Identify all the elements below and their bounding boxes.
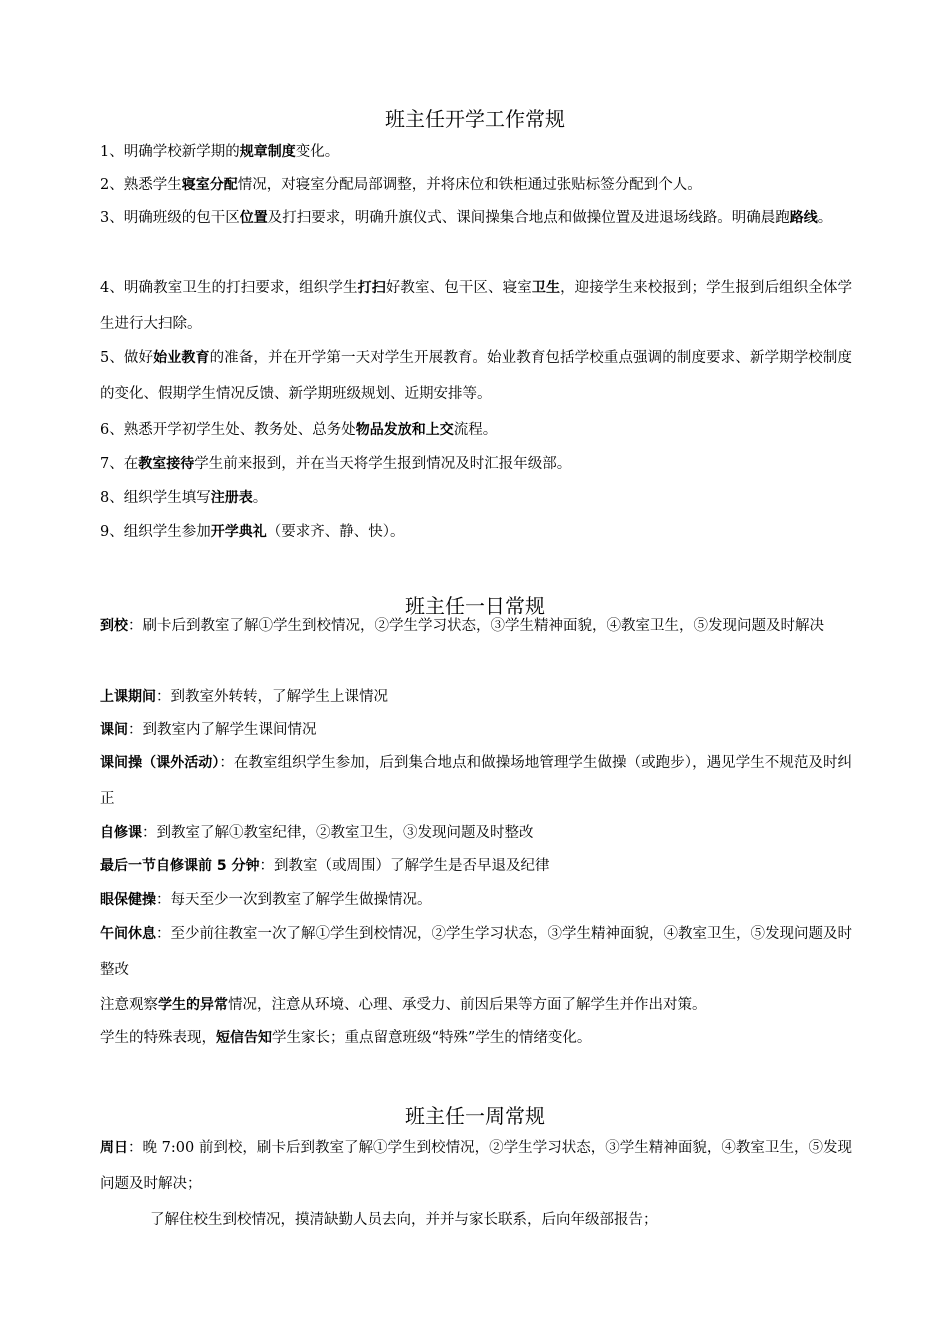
section3-item: [100, 1130, 852, 1202]
section3-title: 班主任一周常规: [405, 1104, 545, 1128]
bold-keyword: 短信告知: [216, 1030, 272, 1046]
bold-keyword: 眼保健操: [100, 892, 156, 908]
bold-keyword: 路线: [789, 210, 818, 226]
text-run: ：到教室内了解学生课间情况: [128, 722, 317, 738]
section1-title: 班主任开学工作常规: [385, 107, 565, 131]
text-run: 情况，对寝室分配局部调整，并将床位和铁柜通过张贴标签分配到个人。: [237, 177, 702, 193]
bold-keyword: 打扫: [357, 280, 386, 296]
bold-keyword: 始业教育: [153, 350, 210, 366]
text-run: ：到教室了解①教室纪律，②教室卫生，③发现问题及时整改: [142, 825, 534, 841]
section2-item: [100, 1028, 852, 1048]
text-run: （要求齐、静、快）。: [266, 524, 405, 540]
section2-item: [100, 823, 852, 843]
bold-keyword: 注册表: [210, 490, 253, 506]
text-run: ：刷卡后到教室了解①学生到校情况，②学生学习状态，③学生精神面貌，④教室卫生，⑤发现问题及时解决: [128, 618, 824, 634]
text-run: 1、明确学校新学期的: [100, 144, 240, 160]
text-run: ：至少前往教室一次了解①学生到校情况，②学生学习状态，③学生精神面貌，④教室卫生，⑤发现问题及时整改: [100, 926, 852, 978]
section1-item: [100, 270, 852, 342]
text-run: 5、做好: [100, 350, 154, 366]
text-run: 7、在: [100, 456, 139, 472]
section1-item: [100, 340, 852, 412]
text-run: 情况，注意从环境、心理、承受力、前因后果等方面了解学生并作出对策。: [228, 997, 707, 1013]
text-run: 6、熟悉开学初学生处、教务处、总务处: [100, 422, 356, 438]
bold-keyword: 到校: [100, 618, 128, 634]
section1-item: [100, 200, 852, 236]
bold-keyword: 物品发放和上交: [355, 422, 454, 438]
section1-item: [100, 142, 852, 162]
text-run: 的准备，并在开学第一天对学生开展教育。始业教育包括学校重点强调的制度要求、新学期学校制度的变化、假期学生情况反馈、新学期班级规划、近期安排等。: [100, 350, 852, 402]
text-run: 学生家长；重点留意班级“特殊”学生的情绪变化。: [272, 1030, 592, 1046]
text-run: 变化。: [295, 144, 340, 160]
bold-keyword: 自修课: [100, 825, 142, 841]
bold-keyword: 课间: [100, 722, 128, 738]
bold-keyword: 最后一节自修课前 5 分钟: [100, 858, 260, 874]
text-run: 2、熟悉学生: [100, 177, 182, 193]
section1-item: [100, 454, 852, 474]
section2-title: 班主任一日常规: [405, 594, 545, 618]
text-run: 9、组织学生参加: [100, 524, 211, 540]
text-run: 注意观察: [100, 997, 158, 1013]
text-run: 好教室、包干区、寝室: [385, 280, 532, 296]
bold-keyword: 周日: [100, 1140, 129, 1156]
text-run: 学生的特殊表现，: [100, 1030, 216, 1046]
bold-keyword: 寝室分配: [181, 177, 238, 193]
text-run: 。: [817, 210, 833, 226]
section2-item: [100, 890, 852, 910]
section2-item: [100, 995, 852, 1015]
section1-item: [100, 522, 852, 542]
bold-keyword: 午间休息: [100, 926, 156, 942]
section3-item: [150, 1210, 852, 1230]
bold-keyword: 规章制度: [239, 144, 296, 160]
section2-item: [100, 745, 852, 817]
section2-item: [100, 916, 852, 988]
bold-keyword: 卫生: [531, 280, 561, 296]
bold-keyword: 教室接待: [138, 456, 195, 472]
section2-item: [100, 856, 852, 876]
bold-keyword: 上课期间: [100, 689, 156, 705]
text-run: 4、明确教室卫生的打扫要求，组织学生: [100, 280, 358, 296]
text-run: 。: [252, 490, 268, 506]
bold-keyword: 位置: [239, 210, 268, 226]
section1-item: [100, 175, 852, 195]
text-run: ：晚 7:00 前到校，刷卡后到教室了解①学生到校情况，②学生学习状态，③学生精神面貌，④教室卫生，⑤发现问题及时解决；: [100, 1140, 852, 1192]
text-run: 3、明确班级的包干区: [100, 210, 240, 226]
section1-item: [100, 488, 852, 508]
text-run: 了解住校生到校情况，摸清缺勤人员去向，并并与家长联系，后向年级部报告；: [150, 1212, 658, 1228]
section2-item: [100, 720, 852, 740]
text-run: 学生前来报到，并在当天将学生报到情况及时汇报年级部。: [194, 456, 572, 472]
text-run: ，迎接学生来校报到；学生报到后组织全体学生进行大扫除。: [100, 280, 853, 332]
text-run: ：每天至少一次到教室了解学生做操情况。: [156, 892, 432, 908]
section1-item: [100, 420, 852, 440]
bold-keyword: 学生的异常: [158, 997, 228, 1013]
text-run: ：到教室（或周围）了解学生是否早退及纪律: [259, 858, 550, 874]
text-run: 及打扫要求，明确升旗仪式、课间操集合地点和做操位置及进退场线路。明确晨跑: [267, 210, 790, 226]
bold-keyword: 开学典礼: [210, 524, 267, 540]
section2-item: [100, 608, 852, 644]
text-run: ：在教室组织学生参加，后到集合地点和做操场地管理学生做操（或跑步），遇见学生不规范及时纠正: [100, 755, 852, 807]
text-run: 流程。: [453, 422, 498, 438]
text-run: 8、组织学生填写: [100, 490, 211, 506]
text-run: ：到教室外转转，了解学生上课情况: [156, 689, 388, 705]
bold-keyword: 课间操（课外活动）: [100, 755, 220, 771]
section2-item: [100, 687, 852, 707]
